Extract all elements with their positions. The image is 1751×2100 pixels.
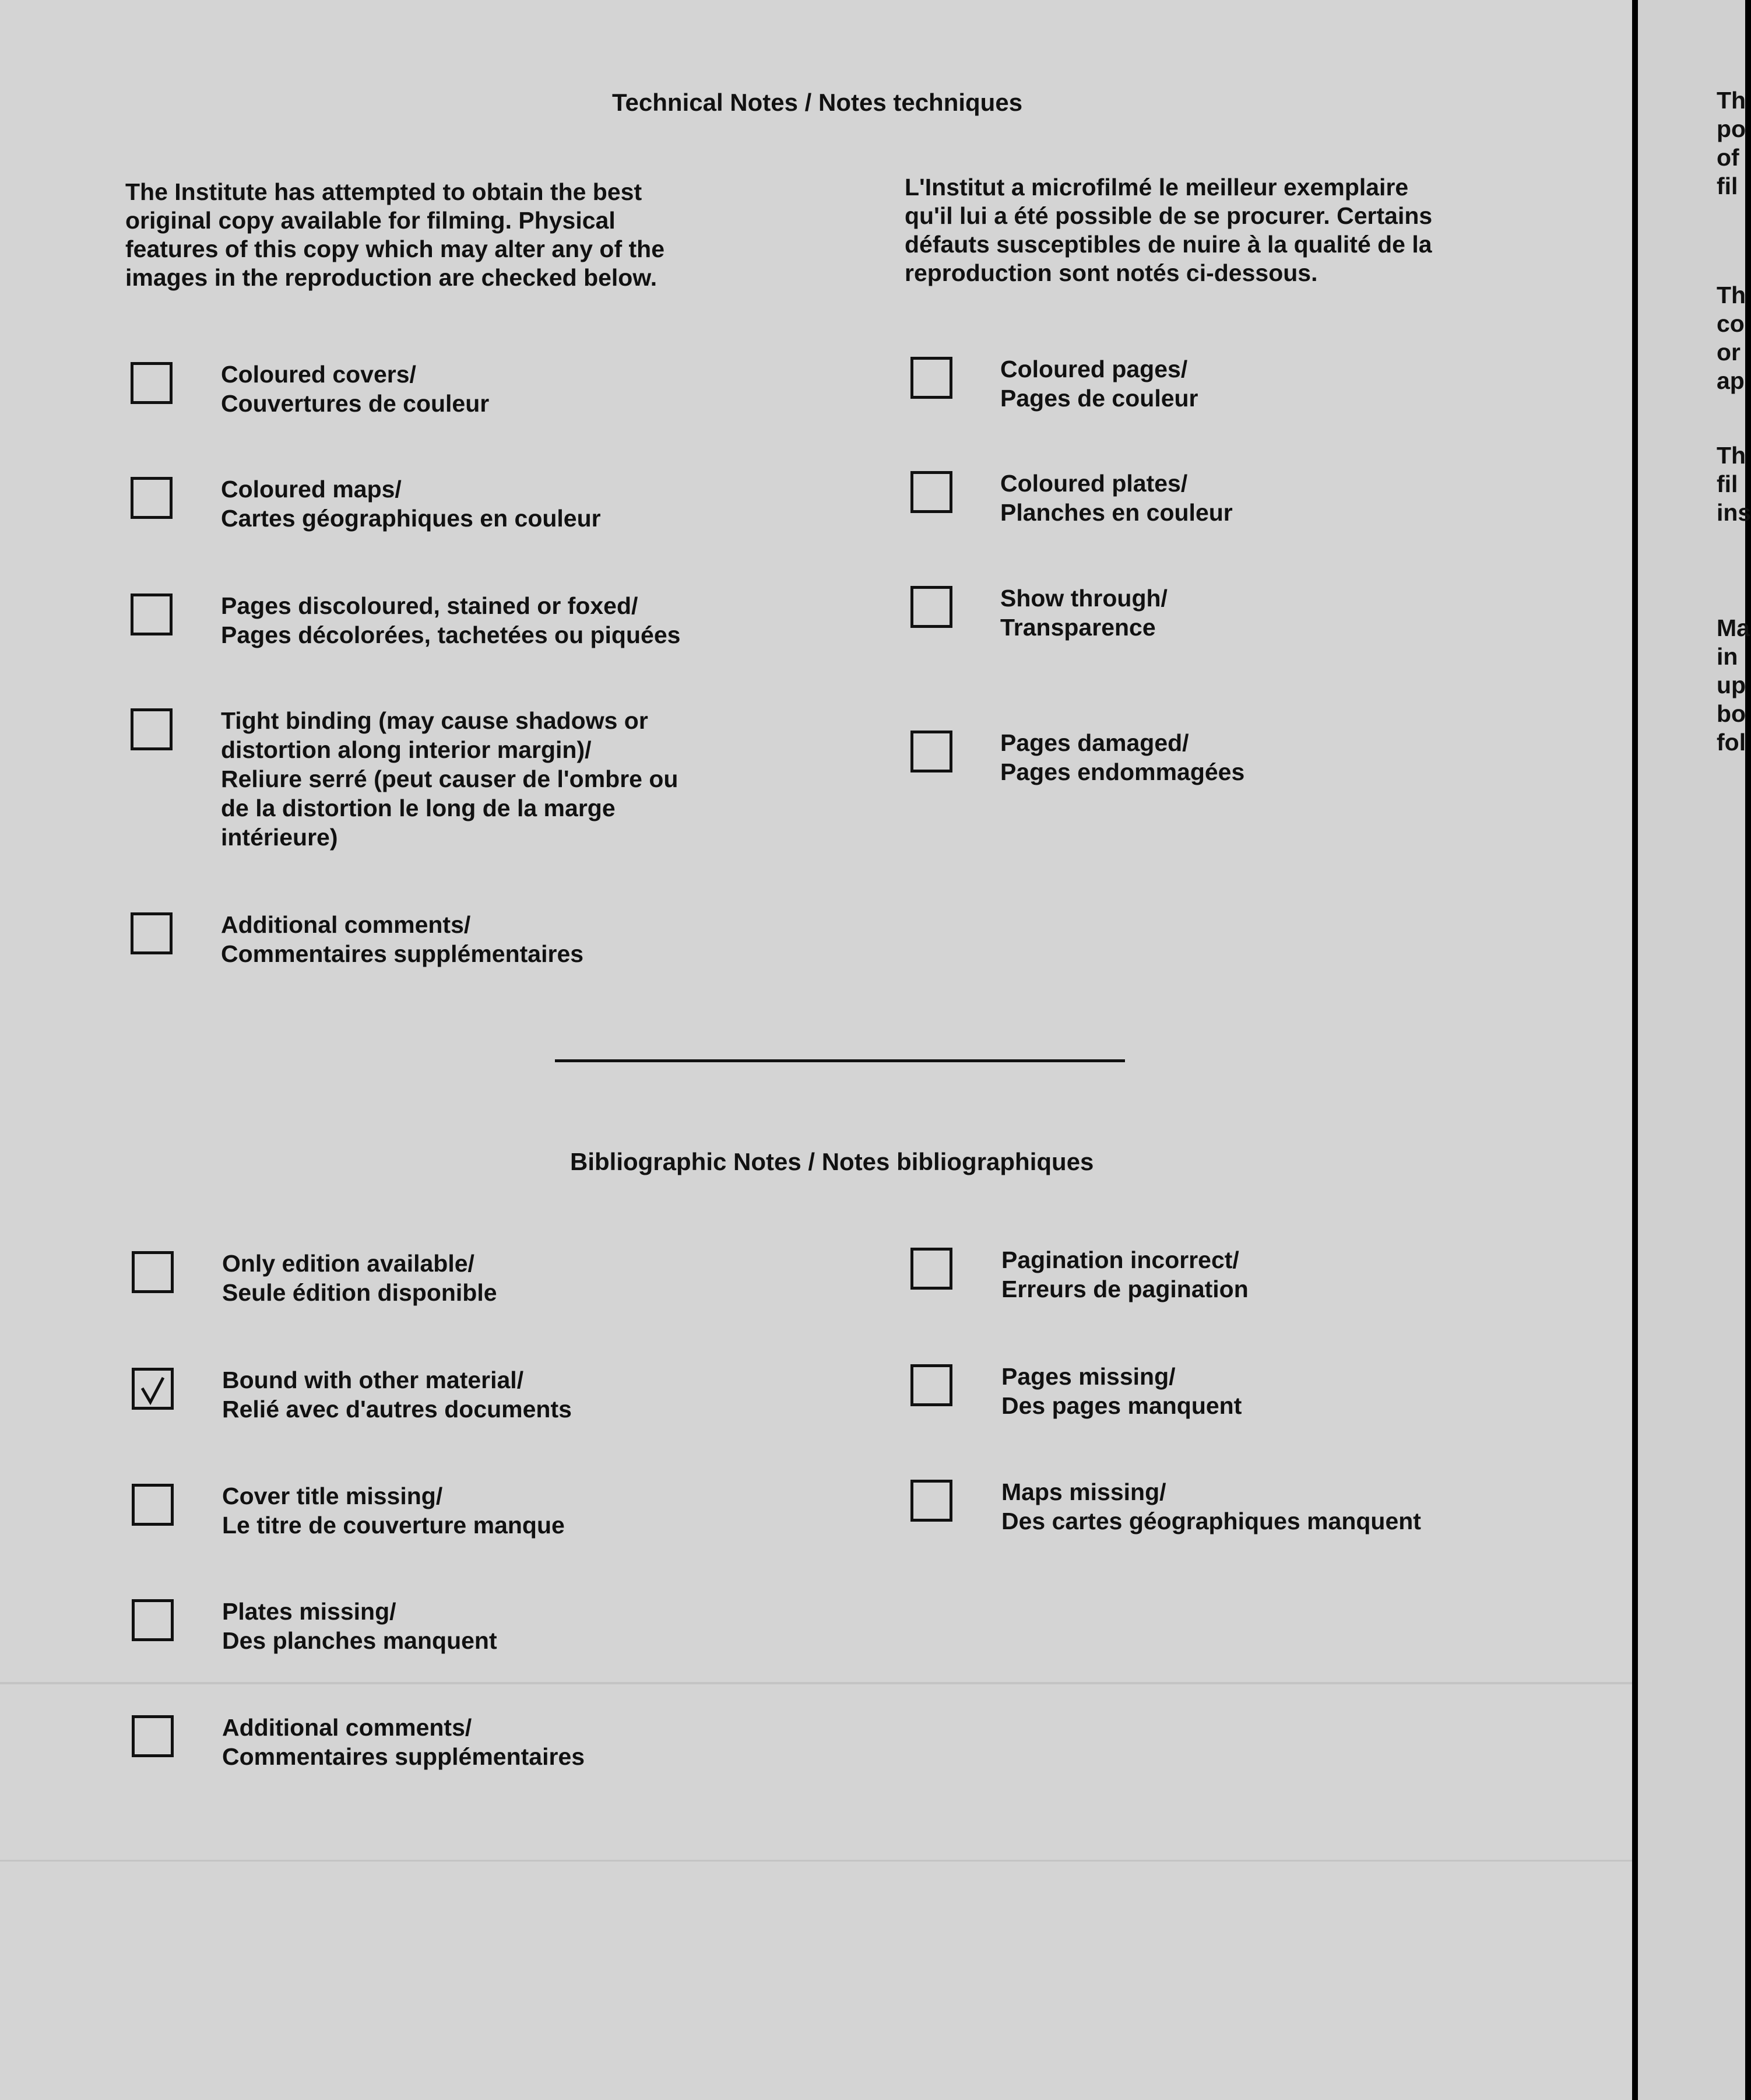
item-label	[222, 1249, 497, 1307]
fragment-line: fil	[1717, 470, 1738, 497]
fragment-line: up	[1717, 672, 1746, 698]
checkbox[interactable]	[132, 1484, 174, 1526]
fragment-line: Ma	[1717, 614, 1750, 641]
checkmark-icon	[140, 1375, 168, 1406]
intro-line: features of this copy which may alter any of the	[125, 236, 665, 262]
intro-line: qu'il lui a été possible de se procurer. Certains	[905, 202, 1433, 229]
item-label	[1000, 469, 1233, 527]
label-line: Show through/	[1000, 585, 1168, 612]
label-line: Coloured maps/	[221, 476, 402, 503]
checkbox[interactable]	[131, 912, 173, 954]
checkbox[interactable]	[131, 708, 173, 750]
label-line: Des cartes géographiques manquent	[1001, 1508, 1421, 1534]
label-line: Reliure serré (peut causer de l'ombre ou	[221, 765, 678, 792]
checkbox[interactable]	[910, 1480, 952, 1522]
item-label	[221, 475, 601, 533]
fragment-line: Th	[1717, 87, 1746, 114]
label-line: Commentaires supplémentaires	[222, 1743, 585, 1770]
label-line: Des pages manquent	[1001, 1392, 1242, 1419]
item-label	[1000, 584, 1168, 642]
bibliographic-notes-heading: Bibliographic Notes / Notes bibliographiques	[570, 1148, 1094, 1175]
checkbox[interactable]	[910, 1248, 952, 1290]
technical-notes-heading: Technical Notes / Notes techniques	[612, 89, 1023, 116]
fragment-paragraph	[1717, 441, 1751, 527]
technical-intro-english	[125, 178, 664, 292]
fragment-line: fol	[1717, 729, 1746, 756]
checkbox-checked[interactable]	[132, 1368, 174, 1410]
label-line: Pages damaged/	[1000, 729, 1189, 756]
technical-intro-french	[905, 173, 1432, 287]
fragment-line: po	[1717, 115, 1746, 142]
label-line: Planches en couleur	[1000, 499, 1233, 526]
label-line: intérieure)	[221, 824, 338, 851]
label-line: Transparence	[1000, 614, 1156, 641]
label-line: Des planches manquent	[222, 1627, 497, 1654]
label-line: Pages discoloured, stained or foxed/	[221, 592, 638, 619]
label-line: Tight binding (may cause shadows or	[221, 707, 648, 734]
label-line: Pages de couleur	[1000, 385, 1198, 412]
item-label	[222, 1597, 497, 1655]
scan-artifact-line	[0, 1860, 1632, 1862]
label-line: distortion along interior margin)/	[221, 736, 592, 763]
item-label	[221, 706, 678, 852]
checkbox[interactable]	[132, 1599, 174, 1641]
intro-line: reproduction sont notés ci-dessous.	[905, 259, 1318, 286]
intro-line: images in the reproduction are checked below.	[125, 264, 657, 291]
fragment-paragraph	[1717, 281, 1746, 395]
label-line: Seule édition disponible	[222, 1279, 497, 1306]
item-label	[222, 1481, 565, 1540]
checkbox[interactable]	[132, 1715, 174, 1757]
item-label	[222, 1713, 585, 1771]
item-label	[221, 591, 680, 649]
item-label	[222, 1365, 572, 1424]
label-line: Only edition available/	[222, 1250, 474, 1277]
label-line: Maps missing/	[1001, 1479, 1166, 1505]
checkbox[interactable]	[131, 477, 173, 519]
fragment-line: co	[1717, 310, 1745, 337]
checkbox[interactable]	[910, 471, 952, 513]
label-line: Bound with other material/	[222, 1367, 524, 1393]
fragment-line: Th	[1717, 442, 1746, 469]
intro-line: The Institute has attempted to obtain the best	[125, 178, 642, 205]
item-label	[1001, 1477, 1421, 1536]
checkbox[interactable]	[910, 586, 952, 628]
checkbox[interactable]	[132, 1251, 174, 1293]
label-line: Couvertures de couleur	[221, 390, 490, 417]
label-line: Pages missing/	[1001, 1363, 1176, 1390]
label-line: Coloured covers/	[221, 361, 416, 388]
label-line: Plates missing/	[222, 1598, 396, 1625]
adjacent-page-fragment	[1638, 0, 1751, 2100]
label-line: Le titre de couverture manque	[222, 1512, 565, 1539]
fragment-line: Th	[1717, 282, 1746, 308]
fragment-paragraph	[1717, 86, 1746, 201]
label-line: Additional comments/	[221, 911, 471, 938]
label-line: Pages décolorées, tachetées ou piquées	[221, 621, 681, 648]
checkbox[interactable]	[910, 1364, 952, 1406]
section-divider	[555, 1059, 1125, 1062]
fragment-line: of	[1717, 144, 1739, 171]
checkbox[interactable]	[910, 731, 952, 772]
checkbox[interactable]	[910, 357, 952, 399]
checkbox[interactable]	[131, 362, 173, 404]
label-line: Erreurs de pagination	[1001, 1276, 1249, 1302]
label-line: Pagination incorrect/	[1001, 1246, 1239, 1273]
scan-artifact-line	[0, 1682, 1632, 1684]
intro-line: défauts susceptibles de nuire à la qualité de la	[905, 231, 1432, 258]
label-line: Coloured plates/	[1000, 470, 1188, 497]
fragment-paragraph	[1717, 614, 1750, 757]
fragment-line: or	[1717, 339, 1741, 366]
item-label	[1001, 1362, 1242, 1420]
label-line: Additional comments/	[222, 1714, 472, 1741]
label-line: de la distortion le long de la marge	[221, 795, 616, 821]
fragment-line: bo	[1717, 700, 1746, 727]
item-label	[221, 910, 583, 968]
fragment-line: fil	[1717, 173, 1738, 199]
label-line: Pages endommagées	[1000, 758, 1245, 785]
item-label	[1000, 354, 1198, 413]
label-line: Cover title missing/	[222, 1483, 443, 1509]
item-label	[221, 360, 489, 418]
label-line: Cartes géographiques en couleur	[221, 505, 601, 532]
label-line: Coloured pages/	[1000, 356, 1188, 382]
label-line: Relié avec d'autres documents	[222, 1396, 572, 1423]
item-label	[1000, 728, 1244, 786]
intro-line: L'Institut a microfilmé le meilleur exemplaire	[905, 174, 1409, 201]
item-label	[1001, 1245, 1249, 1304]
label-line: Commentaires supplémentaires	[221, 940, 584, 967]
fragment-line: ap	[1717, 367, 1745, 394]
intro-line: original copy available for filming. Physical	[125, 207, 616, 234]
checkbox[interactable]	[131, 594, 173, 635]
fragment-line: ins	[1717, 499, 1751, 526]
fragment-line: in	[1717, 643, 1738, 670]
